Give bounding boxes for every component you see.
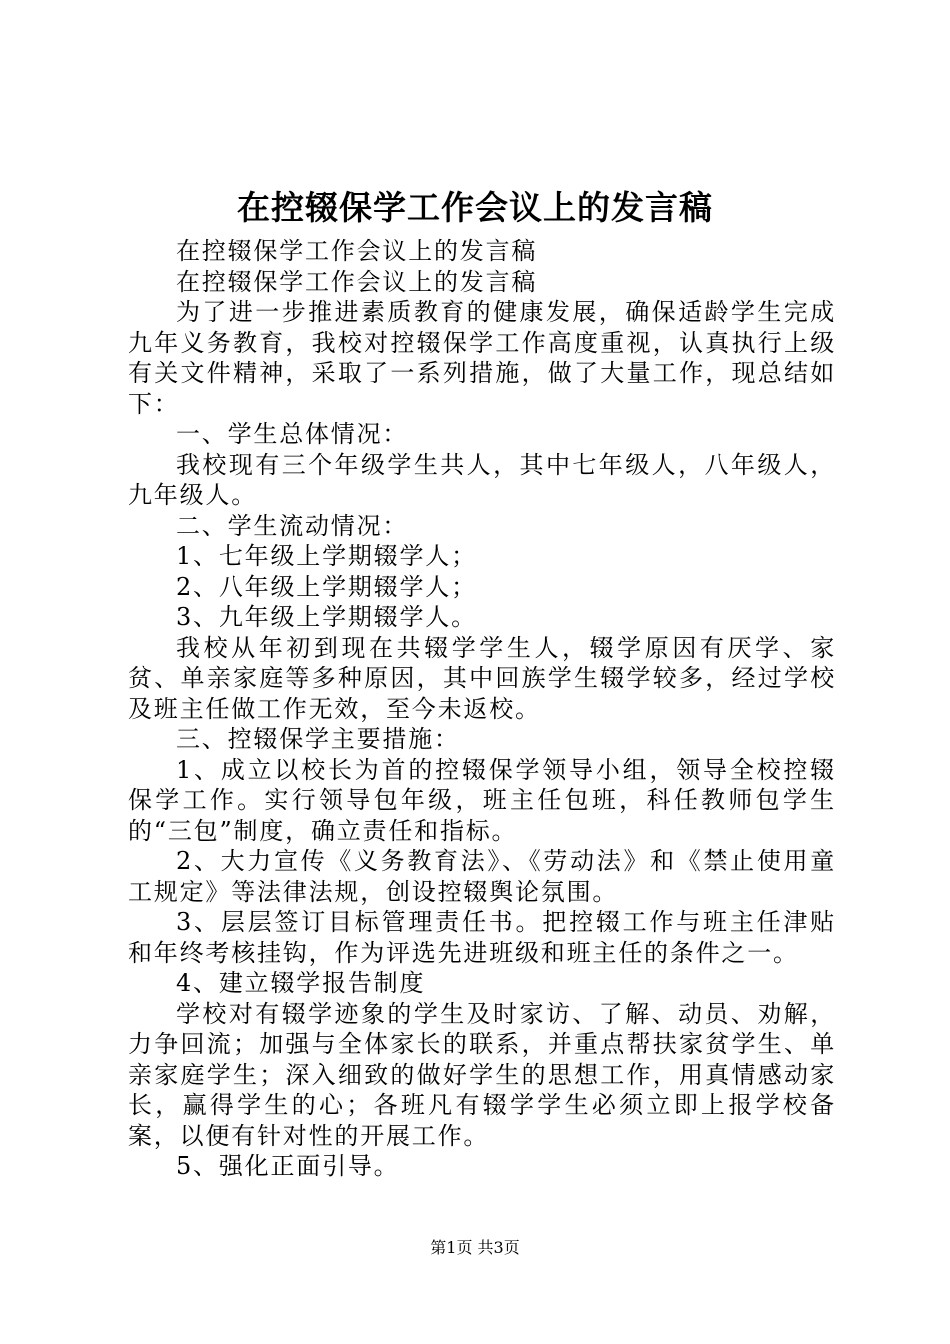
list-item: 1、七年级上学期辍学人； — [176, 542, 477, 570]
section-heading: 一、学生总体情况： — [176, 420, 409, 448]
section-heading: 三、控辍保学主要措施： — [176, 725, 460, 753]
page-footer: 第1页 共3页 — [430, 1238, 520, 1257]
list-item: 3、层层签订目标管理责任书。把控辍工作与班主任津贴和年终考核挂钩，作为评选先进班级和班主任的条件之一。 — [128, 908, 836, 967]
document-body — [128, 236, 836, 1182]
list-item: 1、成立以校长为首的控辍保学领导小组，领导全校控辍保学工作。实行领导包年级，班主任包班，科任教师包学生的“三包”制度，确立责任和指标。 — [128, 755, 836, 845]
paragraph: 学校对有辍学迹象的学生及时家访、了解、动员、劝解，力争回流；加强与全体家长的联系，并重点帮扶家贫学生、单亲家庭学生；深入细致的做好学生的思想工作，用真情感动家长，赢得学生的心；各班凡有辍学学生必须立即上报学校备案，以便有针对性的开展工作。 — [128, 999, 836, 1150]
section-heading: 二、学生流动情况： — [176, 511, 409, 540]
list-item: 2、八年级上学期辍学人； — [176, 572, 477, 601]
list-item: 4、建立辍学报告制度 — [176, 969, 426, 997]
paragraph: 为了进一步推进素质教育的健康发展，确保适龄学生完成九年义务教育，我校对控辍保学工作高度重视，认真执行上级有关文件精神，采取了一系列措施，做了大量工作，现总结如下： — [128, 298, 836, 418]
list-item: 3、九年级上学期辍学人。 — [176, 603, 477, 631]
paragraph: 在控辍保学工作会议上的发言稿 — [176, 237, 538, 265]
paragraph: 我校现有三个年级学生共人，其中七年级人，八年级人，九年级人。 — [128, 450, 836, 509]
document-title: 在控辍保学工作会议上的发言稿 — [237, 188, 713, 227]
paragraph: 在控辍保学工作会议上的发言稿 — [176, 267, 538, 296]
list-item: 5、强化正面引导。 — [176, 1152, 400, 1180]
list-item: 2、大力宣传《义务教育法》、《劳动法》和《禁止使用童工规定》等法律法规，创设控辍舆论氛围。 — [128, 847, 836, 906]
paragraph: 我校从年初到现在共辍学学生人，辍学原因有厌学、家贫、单亲家庭等多种原因，其中回族学生辍学较多，经过学校及班主任做工作无效，至今未返校。 — [128, 633, 836, 723]
